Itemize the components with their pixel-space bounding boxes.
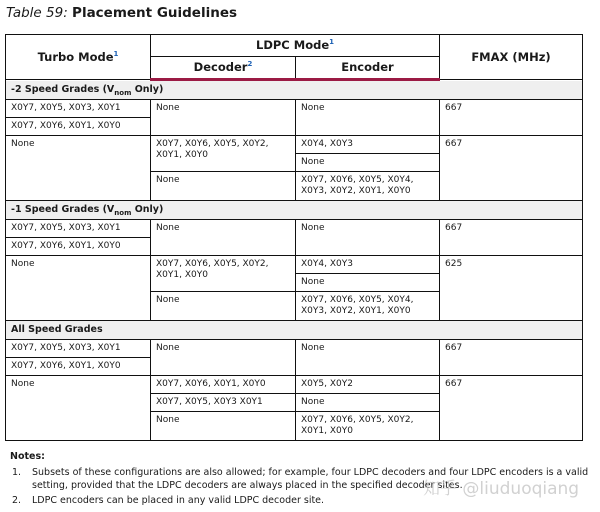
header-fmax: FMAX (MHz) [440,35,583,80]
table-row [6,100,583,118]
decoder-cell: None [151,172,296,201]
watermark: 知乎 @liuduoqiang [423,479,580,499]
fmax-cell: 667 [440,136,583,201]
decoder-cell: X0Y7, X0Y6, X0Y1, X0Y0 [151,376,296,394]
fmax-cell: 667 [440,340,583,376]
turbo-cell: X0Y7, X0Y5, X0Y3, X0Y1 [6,340,151,358]
notes-heading: Notes: [10,451,45,462]
footnote-ref-1[interactable]: 1 [113,49,119,58]
header-turbo-mode: Turbo Mode$^1$ [6,35,151,80]
encoder-cell: None [296,100,440,136]
table-row [6,136,583,154]
turbo-cell: X0Y7, X0Y5, X0Y3, X0Y1 [6,220,151,238]
header-ldpc-mode: LDPC Mode$^1$ [151,35,440,57]
turbo-cell: X0Y7, X0Y6, X0Y1, X0Y0 [6,118,151,136]
decoder-cell: X0Y7, X0Y6, X0Y5, X0Y2, X0Y1, X0Y0 [151,136,296,172]
encoder-cell: X0Y5, X0Y2 [296,376,440,394]
table-name: Placement Guidelines [72,5,238,21]
decoder-cell: None [151,220,296,256]
table-row [6,220,583,238]
table-row [6,376,583,394]
section-row: -2 Speed Grades ($V_{nom}$ Only) [6,80,583,100]
encoder-cell: None [296,220,440,256]
encoder-cell: None [296,274,440,292]
table-title [6,5,237,21]
encoder-cell: None [296,340,440,376]
encoder-cell: None [296,394,440,412]
fmax-cell: 625 [440,256,583,321]
table-number: Table 59: [6,5,68,21]
table-row [6,340,583,358]
footnote-ref-2[interactable]: 2 [247,60,253,69]
turbo-cell: X0Y7, X0Y6, X0Y1, X0Y0 [6,238,151,256]
fmax-cell: 667 [440,100,583,136]
turbo-cell: X0Y7, X0Y5, X0Y3, X0Y1 [6,100,151,118]
turbo-cell: None [6,136,151,201]
note-text: Subsets of these configurations are also allowed; for example, four LDPC decoders and four LDPC encoders is a valid setting, provided that the LDPC decoders are always placed in the specified decoder sites. [32,467,589,491]
decoder-cell: X0Y7, X0Y6, X0Y5, X0Y2, X0Y1, X0Y0 [151,256,296,292]
note-number: 1. [12,467,22,478]
decoder-cell: X0Y7, X0Y5, X0Y3 X0Y1 [151,394,296,412]
encoder-cell: None [296,154,440,172]
encoder-cell: X0Y7, X0Y6, X0Y5, X0Y4, X0Y3, X0Y2, X0Y1, X0Y0 [296,292,440,321]
fmax-cell: 667 [440,376,583,441]
decoder-cell: None [151,100,296,136]
header-decoder: Decoder$^2$ [151,57,296,80]
turbo-cell: None [6,376,151,441]
table-row [6,256,583,274]
footnote-ref-1[interactable]: 1 [329,38,334,47]
decoder-cell: None [151,292,296,321]
turbo-cell: X0Y7, X0Y6, X0Y1, X0Y0 [6,358,151,376]
encoder-cell: X0Y7, X0Y6, X0Y5, X0Y4, X0Y3, X0Y2, X0Y1, X0Y0 [296,172,440,201]
section-row: All Speed Grades [6,321,583,340]
encoder-cell: X0Y7, X0Y6, X0Y5, X0Y2, X0Y1, X0Y0 [296,412,440,441]
encoder-cell: X0Y4, X0Y3 [296,136,440,154]
section-row: -1 Speed Grades ($V_{nom}$ Only) [6,201,583,220]
fmax-cell: 667 [440,220,583,256]
placement-guidelines-table [5,34,583,441]
encoder-cell: X0Y4, X0Y3 [296,256,440,274]
note-text: LDPC encoders can be placed in any valid LDPC decoder site. [32,495,325,506]
turbo-cell: None [6,256,151,321]
header-encoder: Encoder [296,57,440,80]
decoder-cell: None [151,412,296,441]
decoder-cell: None [151,340,296,376]
note-number: 2. [12,495,22,506]
